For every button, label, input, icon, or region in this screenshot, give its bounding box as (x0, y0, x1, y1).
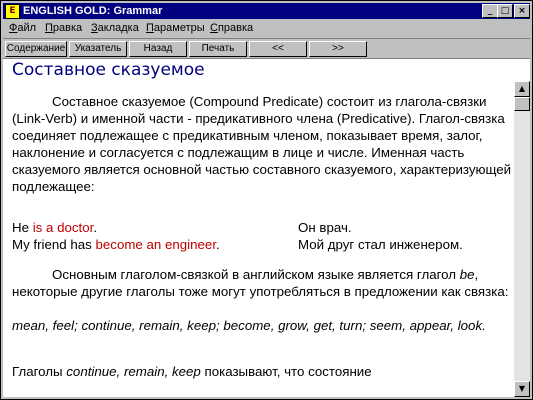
scroll-thumb[interactable] (514, 97, 530, 111)
index-button[interactable]: Указатель (69, 41, 127, 57)
topic-heading: Составное сказуемое (12, 60, 205, 80)
paragraph-intro: Составное сказуемое (Compound Predicate) состоит из глагола-связки (Link-Verb) и именной части - предикативного члена (Predicative). Глагол-связка соединяет подлежащее с предикативным членом, показывает время, залог, наклонение и согласуется с подлежащим в лице и числе. Именная часть сказуемого является основной частью составного сказуемого, характеризующей подлежащее: (12, 94, 512, 194)
minimize-icon: _ (487, 6, 493, 16)
minimize-button[interactable] (482, 4, 498, 18)
example-2-highlight: become an engineer (95, 237, 217, 252)
menu-bookmark[interactable]: Закладка (91, 22, 139, 34)
title-bar[interactable] (3, 3, 530, 19)
menu-bar (3, 20, 530, 38)
arrow-up-icon: ▲ (518, 84, 526, 93)
contents-button[interactable]: Содержание (5, 41, 67, 57)
paragraph-link-verbs: Основным глаголом-связкой в английском языке является глагол be, некоторые другие глаголы тоже могут употребляться в предложении как связка: (12, 267, 509, 299)
scroll-down-button[interactable] (514, 381, 530, 397)
topic-heading-bar (3, 58, 530, 83)
menu-edit[interactable]: Правка (45, 22, 83, 34)
print-button[interactable]: Печать (189, 41, 247, 57)
scroll-up-button[interactable] (514, 81, 530, 97)
menu-help[interactable]: Справка (210, 22, 254, 34)
back-button[interactable]: Назад (129, 41, 187, 57)
prev-topic-button[interactable]: << (249, 41, 307, 57)
app-icon[interactable]: E (5, 4, 20, 19)
content-pane (3, 81, 514, 397)
close-icon: × (518, 6, 526, 16)
menu-file[interactable]: Файл (9, 22, 37, 34)
example-1-translation: Он врач. (298, 220, 352, 235)
next-topic-button[interactable]: >> (309, 41, 367, 57)
example-2-translation: Мой друг стал инженером. (298, 237, 463, 252)
vertical-scrollbar[interactable] (514, 81, 530, 397)
window-title: ENGLISH GOLD: Grammar (23, 5, 163, 17)
paragraph-continue: Глаголы continue, remain, keep показывают, что состояние (12, 364, 372, 379)
maximize-icon: □ (500, 6, 510, 16)
arrow-down-icon: ▼ (518, 384, 526, 393)
verbs-list: mean, feel; continue, remain, keep; become, grow, get, turn; seem, appear, look. (12, 318, 486, 333)
example-1: He is a doctor. (12, 220, 98, 235)
close-button[interactable] (514, 4, 530, 18)
maximize-button[interactable] (497, 4, 513, 18)
example-1-highlight: is a doctor (32, 220, 94, 235)
example-2: My friend has become an engineer. (12, 237, 220, 252)
menu-options[interactable]: Параметры (146, 22, 205, 34)
toolbar (3, 38, 530, 59)
